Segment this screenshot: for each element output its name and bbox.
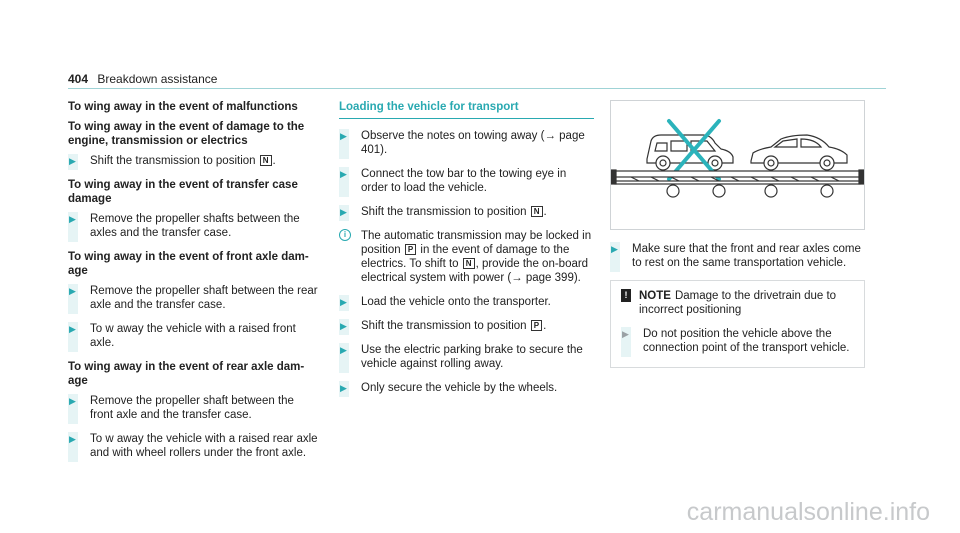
step-arrow-icon: ▶ xyxy=(69,434,76,444)
step-observe-notes: ▶ Observe the notes on towing away (→ page 401). xyxy=(339,129,594,157)
notice-box xyxy=(610,280,865,368)
gear-n-symbol: N xyxy=(531,206,543,217)
sedan-icon xyxy=(751,135,847,170)
heading-transfer-case: To wing away in the event of transfer case damage xyxy=(68,179,298,205)
step-remove-shafts: ▶ Remove the propeller shafts between the axles and the transfer case. xyxy=(68,212,318,240)
step-axles-same-vehicle: ▶ Make sure that the front and rear axles come to rest on the same transportation vehicle. xyxy=(610,242,865,270)
step-load-vehicle: ▶ Load the vehicle onto the transporter. xyxy=(339,295,594,309)
heading-front-axle: To wing away in the event of front axle damage xyxy=(68,251,309,277)
step-tow-raised-front: ▶ To w away the vehicle with a raised front axle. xyxy=(68,322,318,350)
warning-icon: ! xyxy=(621,289,631,302)
step-tow-raised-rear: ▶ To w away the vehicle with a raised rear axle and with wheel rollers under the front axle. xyxy=(68,432,318,460)
step-arrow-icon: ▶ xyxy=(69,156,76,166)
step-arrow-icon: ▶ xyxy=(69,324,76,334)
transport-illustration xyxy=(610,100,865,230)
column-transport xyxy=(610,100,865,368)
step-arrow-icon: ▶ xyxy=(340,383,347,393)
step-parking-brake: ▶ Use the electric parking brake to secure the vehicle against rolling away. xyxy=(339,343,594,371)
step-arrow-icon: ▶ xyxy=(69,214,76,224)
notice-label: NOTE xyxy=(639,290,671,302)
watermark: carmanualsonline.info xyxy=(686,498,930,526)
step-remove-front-shaft: ▶ Remove the propeller shaft between the front axle and the transfer case. xyxy=(68,394,318,422)
step-arrow-icon: ▶ xyxy=(340,131,347,141)
step-do-not-position: ▶ Do not position the vehicle above the connection point of the transport vehicle. xyxy=(621,327,854,355)
info-note-locked: i The automatic transmission may be locked in position P in the event of damage to the electrics. To shift to N , provide the on-board electrical system with power (→ page 399). xyxy=(339,229,594,285)
section-title: Breakdown assistance xyxy=(97,72,218,86)
gear-p-symbol: P xyxy=(405,244,416,255)
step-shift-n: ▶ Shift the transmission to position N . xyxy=(68,154,318,168)
step-arrow-icon: ▶ xyxy=(340,169,347,179)
step-arrow-icon: ▶ xyxy=(340,345,347,355)
step-arrow-icon: ▶ xyxy=(69,286,76,296)
heading-malfunctions: To wing away in the event of malfunctions xyxy=(68,101,298,113)
page-header xyxy=(68,72,217,86)
gear-p-symbol: P xyxy=(531,320,542,331)
heading-loading-vehicle: Loading the vehicle for transport xyxy=(339,100,594,119)
step-arrow-icon: ▶ xyxy=(611,244,618,254)
header-rule xyxy=(68,88,886,89)
info-icon: i xyxy=(339,229,351,241)
step-secure-wheels: ▶ Only secure the vehicle by the wheels. xyxy=(339,381,594,395)
step-shift-p: ▶ Shift the transmission to position P . xyxy=(339,319,594,333)
step-arrow-icon: ▶ xyxy=(340,207,347,217)
notice-header xyxy=(621,289,854,317)
gear-n-symbol: N xyxy=(260,155,272,166)
transporter-deck xyxy=(611,170,864,197)
heading-rear-axle: To wing away in the event of rear axle damage xyxy=(68,361,305,387)
step-arrow-icon: ▶ xyxy=(622,329,629,339)
step-connect-tow-bar: ▶ Connect the tow bar to the towing eye in order to load the vehicle. xyxy=(339,167,594,195)
column-loading xyxy=(339,100,594,405)
heading-engine-damage: To wing away in the event of damage to the engine, transmission or electrics xyxy=(68,121,305,147)
step-remove-rear-shaft: ▶ Remove the propeller shaft between the rear axle and the transfer case. xyxy=(68,284,318,312)
page-number: 404 xyxy=(68,72,89,86)
step-arrow-icon: ▶ xyxy=(340,321,347,331)
column-malfunctions xyxy=(68,100,318,470)
step-arrow-icon: ▶ xyxy=(340,297,347,307)
notice-text: Damage to the drivetrain due to incorrect positioning xyxy=(639,290,837,316)
transporter-diagram xyxy=(611,101,864,229)
step-arrow-icon: ▶ xyxy=(69,396,76,406)
gear-n-symbol: N xyxy=(463,258,475,269)
step-shift-n: ▶ Shift the transmission to position N . xyxy=(339,205,594,219)
